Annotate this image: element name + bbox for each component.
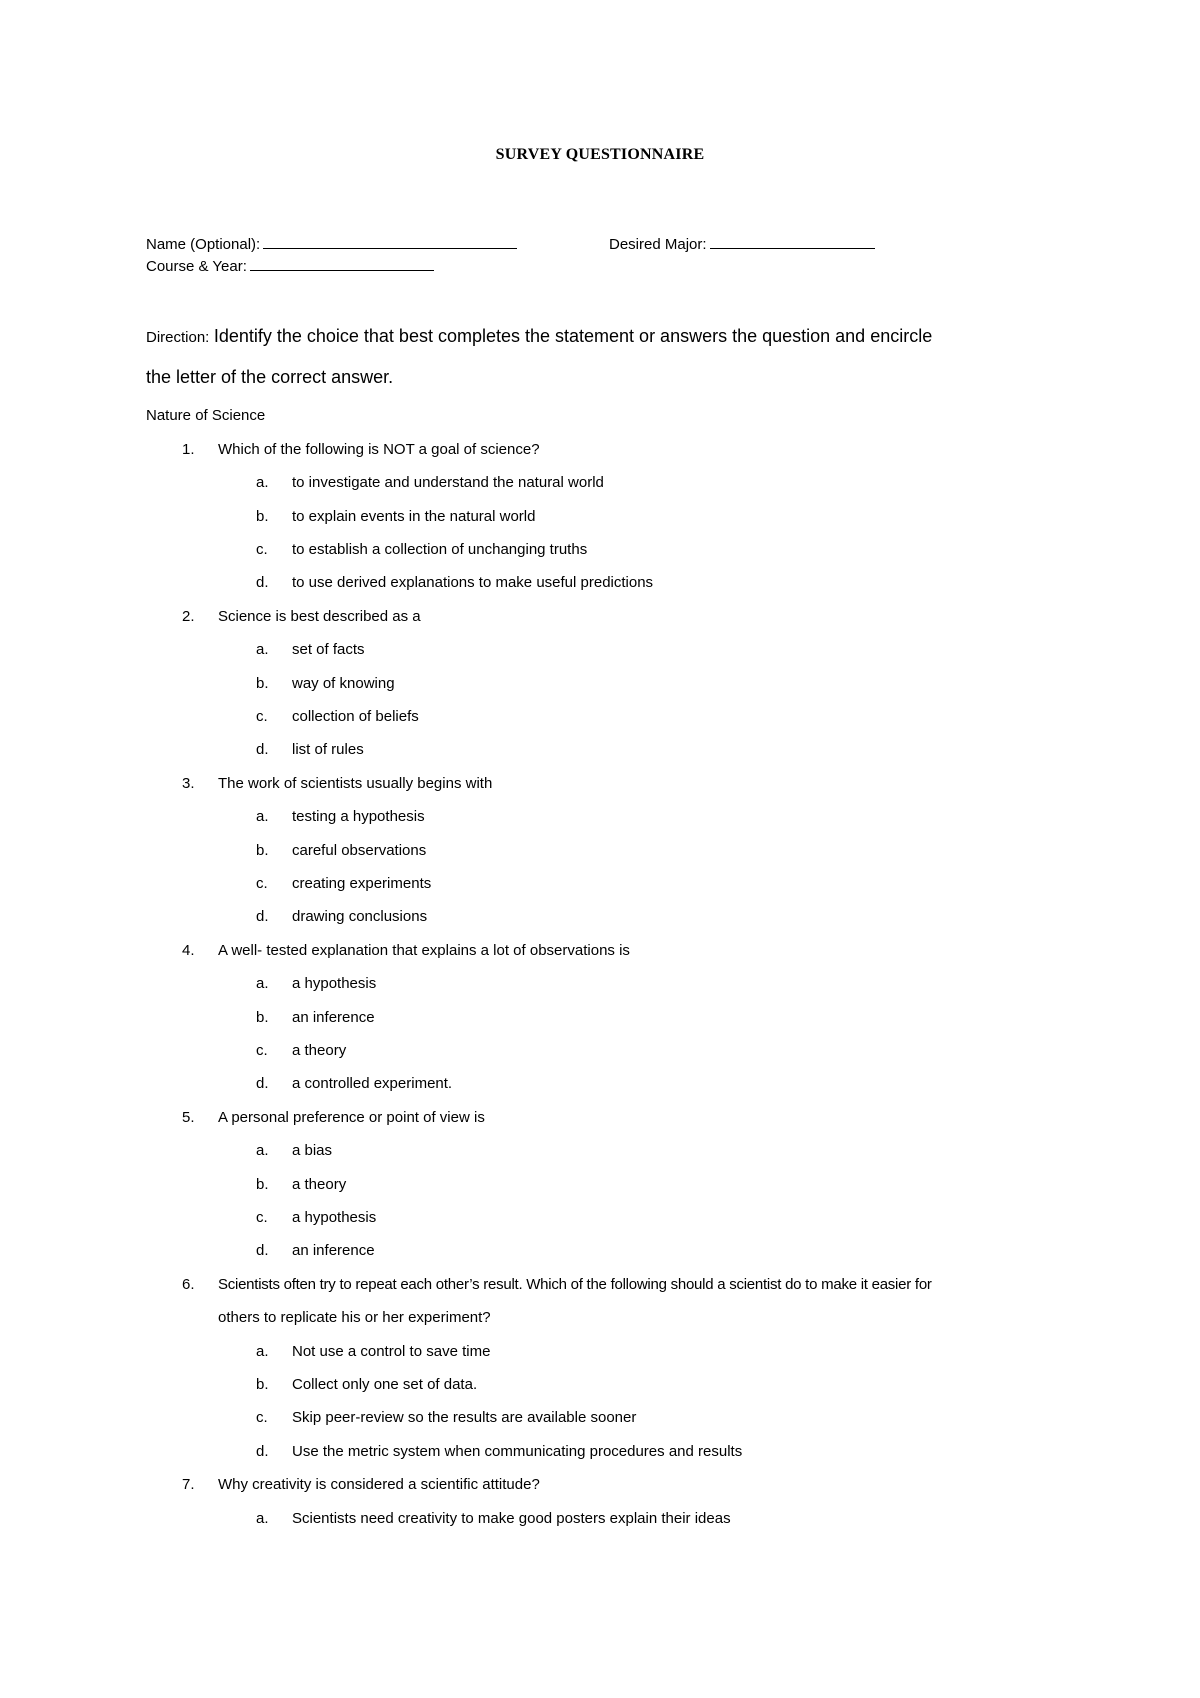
name-blank[interactable]	[263, 236, 517, 249]
question-text-continued: others to replicate his or her experiment?	[218, 1309, 491, 1326]
option-text: an inference	[292, 1242, 375, 1259]
option-letter[interactable]: c.	[256, 1042, 268, 1059]
option-letter[interactable]: d.	[256, 1443, 269, 1460]
option-letter[interactable]: c.	[256, 1209, 268, 1226]
option-letter[interactable]: a.	[256, 474, 269, 491]
option-letter[interactable]: d.	[256, 908, 269, 925]
question-text: Scientists often try to repeat each other’s result. Which of the following should a scientist do to make it easier for	[218, 1276, 932, 1293]
option-text: way of knowing	[292, 675, 395, 692]
option-text: Collect only one set of data.	[292, 1376, 478, 1393]
option-letter[interactable]: d.	[256, 1075, 269, 1092]
option-text: Skip peer-review so the results are available sooner	[292, 1409, 637, 1426]
question-text: Science is best described as a	[218, 608, 421, 625]
option-letter[interactable]: b.	[256, 842, 269, 859]
option-text: to explain events in the natural world	[292, 508, 536, 525]
course-blank[interactable]	[250, 258, 434, 271]
question-number: 2.	[182, 608, 195, 625]
option-letter[interactable]: c.	[256, 541, 268, 558]
question-number: 7.	[182, 1476, 195, 1493]
option-text: to use derived explanations to make useful predictions	[292, 574, 654, 591]
option-letter[interactable]: a.	[256, 1510, 269, 1527]
option-text: a hypothesis	[292, 1209, 377, 1226]
question-text: The work of scientists usually begins with	[218, 775, 493, 792]
direction-text-1: Identify the choice that best completes the statement or answers the question and encircle	[213, 326, 933, 346]
option-text: creating experiments	[292, 875, 432, 892]
question-number: 3.	[182, 775, 195, 792]
direction-label: Direction:	[146, 329, 210, 346]
section-heading: Nature of Science	[146, 407, 266, 424]
name-field-label: Name (Optional):	[146, 236, 261, 253]
option-text: a theory	[292, 1176, 347, 1193]
document-title: SURVEY QUESTIONNAIRE	[495, 146, 705, 163]
option-text: list of rules	[292, 741, 364, 758]
question-text: Why creativity is considered a scientific attitude?	[218, 1476, 540, 1493]
option-text: Not use a control to save time	[292, 1343, 491, 1360]
option-letter[interactable]: d.	[256, 574, 269, 591]
question-text: A personal preference or point of view is	[218, 1109, 485, 1126]
direction-line-1	[146, 326, 932, 347]
question-text: Which of the following is NOT a goal of science?	[218, 441, 540, 458]
major-field	[609, 236, 875, 253]
question-number: 4.	[182, 942, 195, 959]
option-text: to investigate and understand the natural world	[292, 474, 604, 491]
option-text: a bias	[292, 1142, 333, 1159]
question-text: A well- tested explanation that explains a lot of observations is	[218, 942, 630, 959]
option-text: Scientists need creativity to make good posters explain their ideas	[292, 1510, 731, 1527]
option-letter[interactable]: a.	[256, 808, 269, 825]
option-letter[interactable]: b.	[256, 1176, 269, 1193]
option-letter[interactable]: a.	[256, 1343, 269, 1360]
option-letter[interactable]: a.	[256, 641, 269, 658]
option-text: an inference	[292, 1009, 375, 1026]
option-letter[interactable]: c.	[256, 875, 268, 892]
name-field	[146, 236, 517, 253]
option-letter[interactable]: b.	[256, 508, 269, 525]
option-letter[interactable]: b.	[256, 1376, 269, 1393]
option-text: careful observations	[292, 842, 427, 859]
course-field-label: Course & Year:	[146, 258, 247, 275]
question-number: 5.	[182, 1109, 195, 1126]
option-text: drawing conclusions	[292, 908, 428, 925]
option-letter[interactable]: a.	[256, 1142, 269, 1159]
option-letter[interactable]: b.	[256, 675, 269, 692]
option-text: to establish a collection of unchanging truths	[292, 541, 588, 558]
course-field	[146, 258, 434, 275]
option-letter[interactable]: c.	[256, 708, 268, 725]
option-letter[interactable]: a.	[256, 975, 269, 992]
option-text: a theory	[292, 1042, 347, 1059]
option-text: a hypothesis	[292, 975, 377, 992]
question-number: 6.	[182, 1276, 195, 1293]
question-number: 1.	[182, 441, 195, 458]
option-text: collection of beliefs	[292, 708, 419, 725]
option-letter[interactable]: d.	[256, 1242, 269, 1259]
option-text: set of facts	[292, 641, 365, 658]
direction-line-2: the letter of the correct answer.	[146, 367, 394, 387]
option-text: a controlled experiment.	[292, 1075, 453, 1092]
major-field-label: Desired Major:	[609, 236, 707, 253]
option-text: testing a hypothesis	[292, 808, 425, 825]
option-text: Use the metric system when communicating procedures and results	[292, 1443, 743, 1460]
major-blank[interactable]	[710, 236, 875, 249]
option-letter[interactable]: b.	[256, 1009, 269, 1026]
option-letter[interactable]: c.	[256, 1409, 268, 1426]
option-letter[interactable]: d.	[256, 741, 269, 758]
